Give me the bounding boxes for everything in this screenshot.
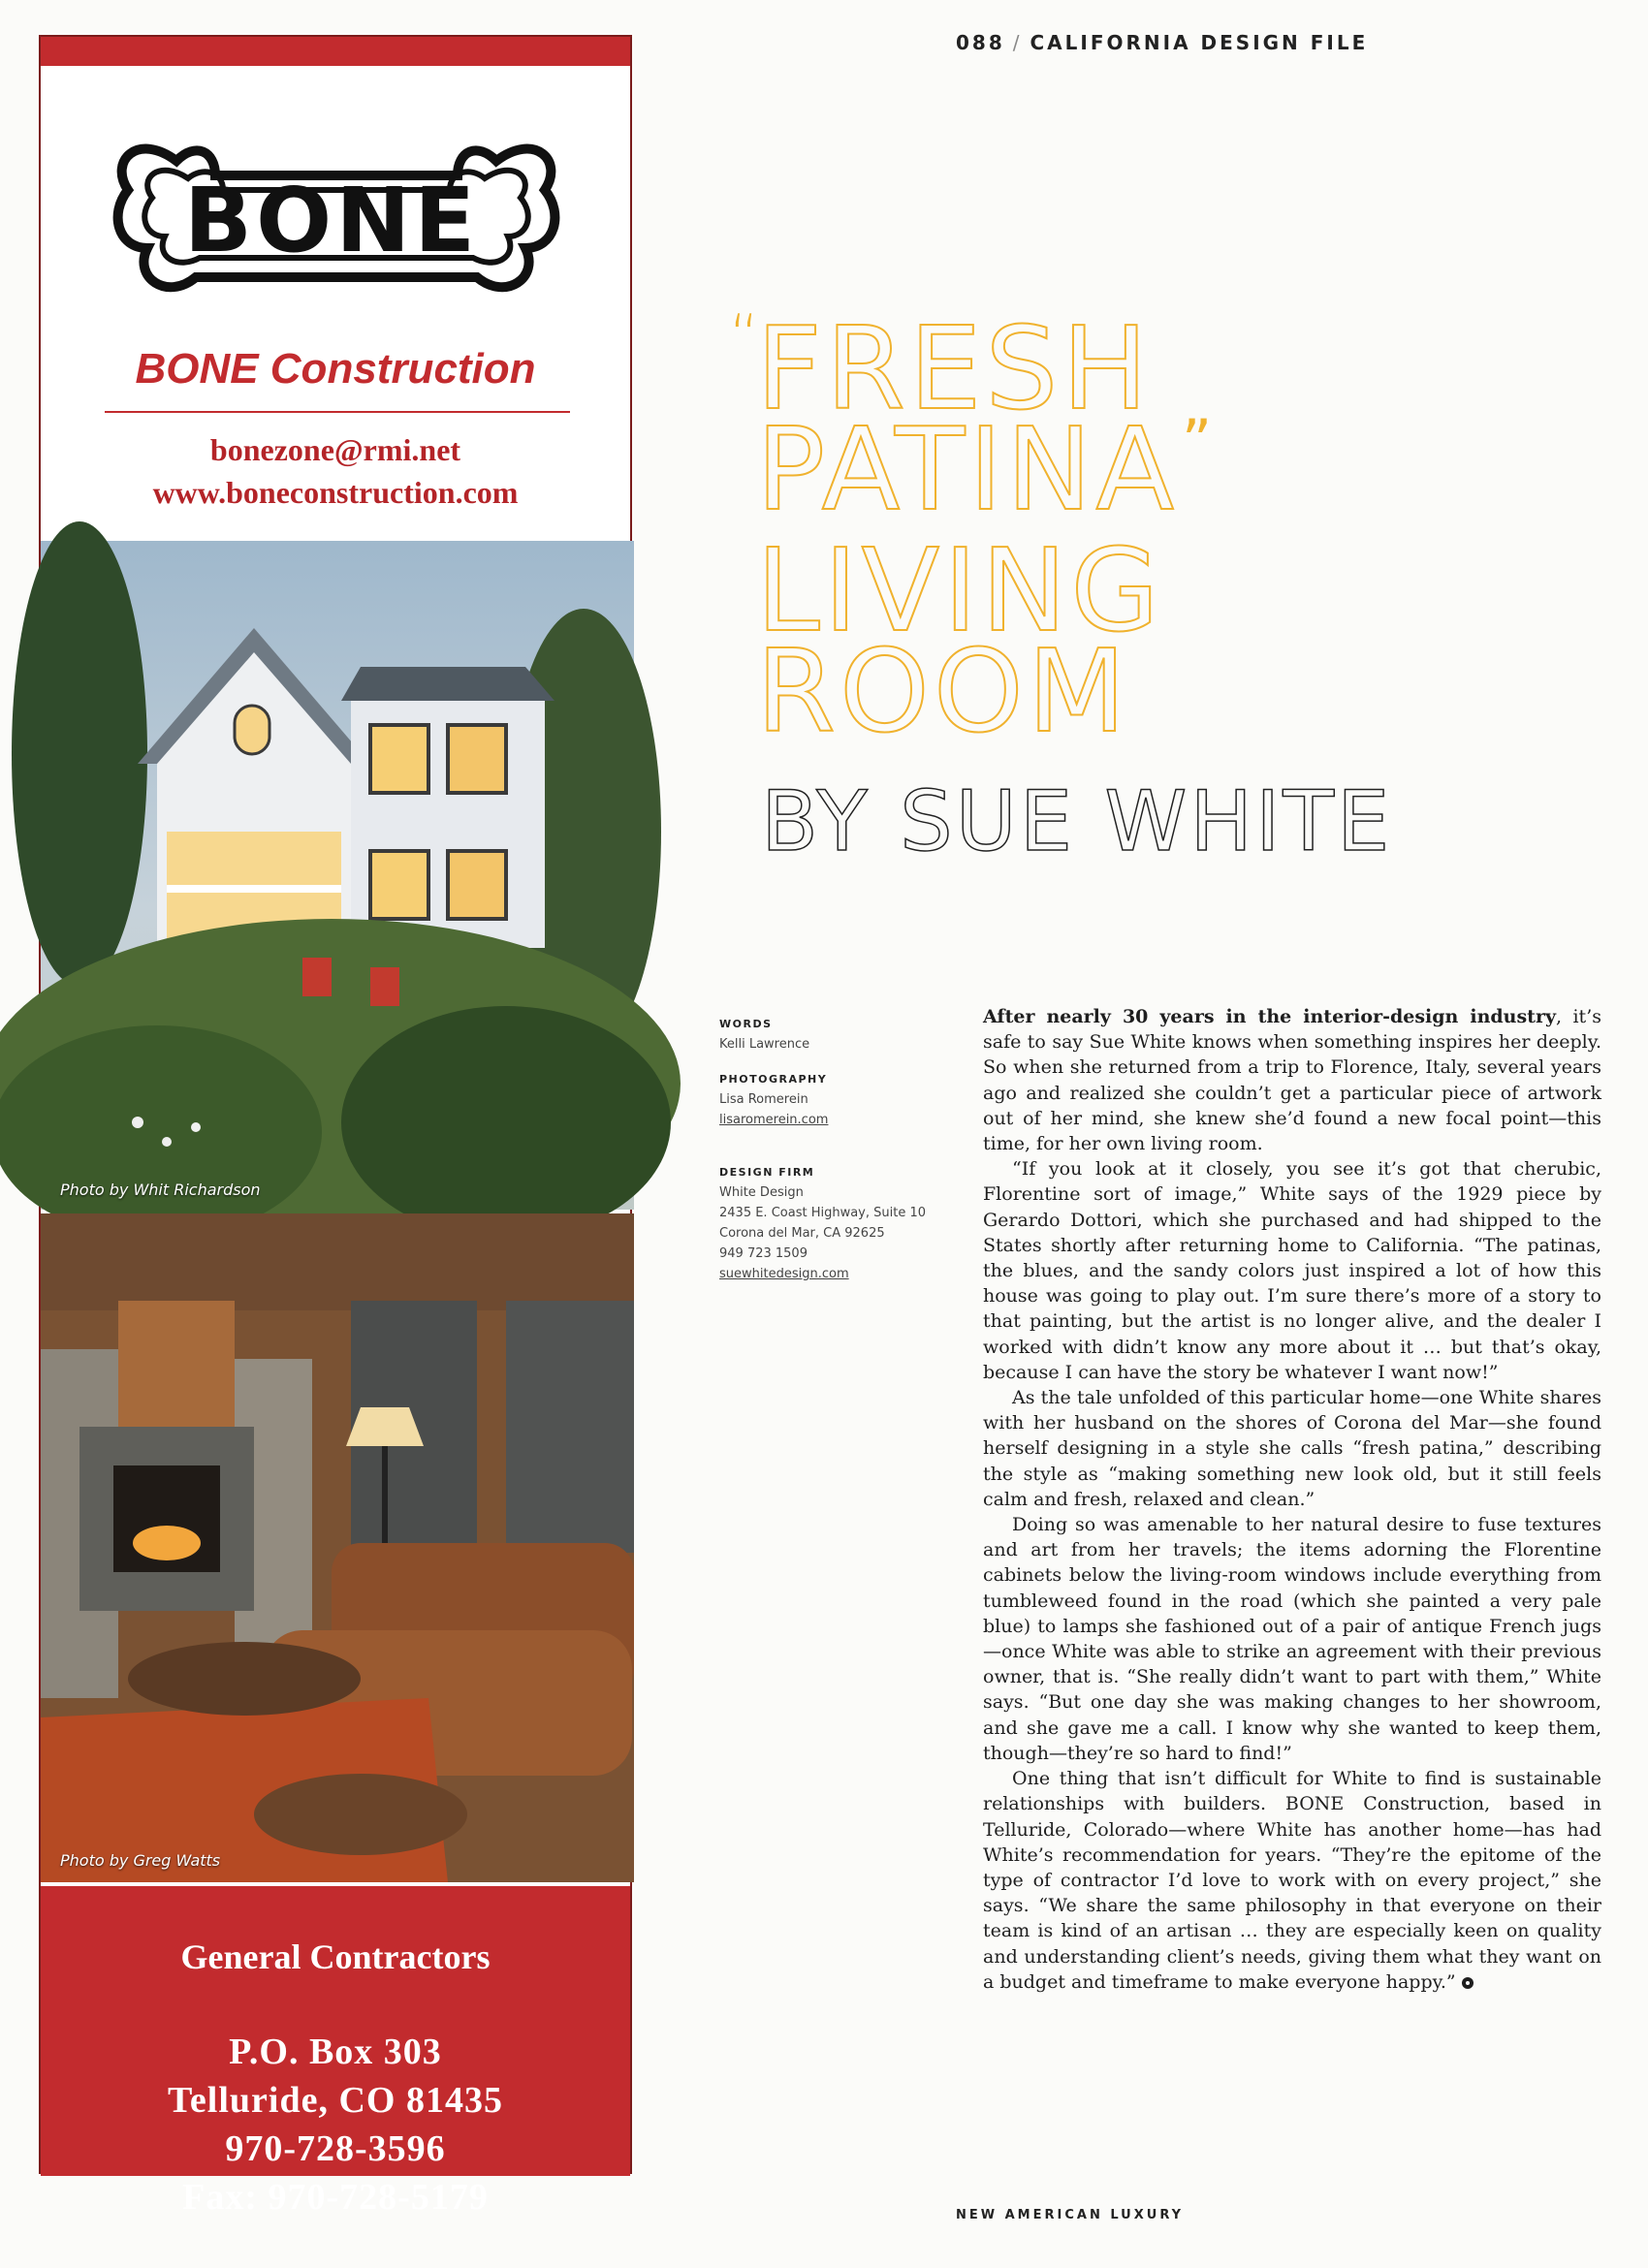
article-credits — [719, 1014, 952, 1284]
section-title: CALIFORNIA DESIGN FILE — [1030, 31, 1369, 54]
address-line: P.O. Box 303 — [229, 2032, 442, 2072]
firm-address: Corona del Mar, CA 92625 — [719, 1226, 885, 1241]
ad-website-link[interactable]: www.boneconstruction.com — [152, 475, 519, 510]
living-room-photo — [41, 1213, 630, 1882]
publication-footer: NEW AMERICAN LUXURY — [956, 2208, 1185, 2222]
photographer-name: Lisa Romerein — [719, 1092, 808, 1107]
title-line: LIVING — [756, 523, 1163, 657]
phone-line: 970-728-3596 — [225, 2128, 446, 2169]
divider — [105, 411, 570, 413]
title-line: ROOM — [756, 624, 1130, 758]
firm-name: White Design — [719, 1185, 804, 1200]
ad-top-band — [41, 37, 630, 66]
ad-tagline: General Contractors — [180, 1937, 491, 1976]
writer-name: Kelli Lawrence — [719, 1037, 810, 1052]
photo-credit: Photo by Greg Watts — [60, 1851, 221, 1870]
end-mark-icon — [1462, 1977, 1474, 1989]
fax-line: Fax: 970-728-5179 — [182, 2177, 489, 2218]
firm-link[interactable]: suewhitedesign.com — [719, 1267, 849, 1281]
open-quote-mark: “ — [729, 302, 764, 370]
article-body — [983, 1004, 1601, 1995]
house-illustration — [41, 541, 634, 1210]
address-line: Telluride, CO 81435 — [168, 2080, 503, 2121]
credit-label: DESIGN FIRM — [719, 1166, 815, 1179]
close-quote-mark: ” — [1182, 407, 1217, 475]
paragraph: Doing so was amenable to her natural desire to fuse textures and art from her travels; the items adorning the Florentine cabinets below the living-room windows include everything from tumbleweed found in the road (which she painted a very pale blue) to lamps she fashioned out of a pair of antique French jugs—once White was able to strike an agreement with their previous owner, that is. “She really didn’t want to part with them,” White says. “But one day she was making changes to her showroom, and she gave me a call. I know why she wanted to keep them, though—they’re so hard to find!” — [983, 1514, 1601, 1764]
credit-label: PHOTOGRAPHY — [719, 1073, 828, 1086]
title-line: PATINA” — [756, 402, 1217, 536]
photographer-link[interactable]: lisaromerein.com — [719, 1113, 829, 1127]
ad-contact-block — [41, 1886, 630, 2218]
firm-address: 2435 E. Coast Highway, Suite 10 — [719, 1206, 927, 1220]
byline: BY SUE WHITE — [761, 773, 1393, 870]
page-number: 088 — [956, 31, 1005, 54]
title-line: FRESH — [756, 301, 1153, 435]
lead-in: After nearly 30 years in the interior-design industry — [983, 1006, 1557, 1027]
credit-label: WORDS — [719, 1018, 773, 1030]
ad-logo-area — [41, 66, 630, 541]
article-title — [729, 301, 1493, 758]
house-exterior-photo — [41, 541, 630, 1210]
paragraph: “If you look at it closely, you see it’s got that cherubic, Florentine sort of image,” White says of the 1929 piece by Gerardo Dottori, which she purchased and had shipped to the States shortly after returning home to California. “The patinas, the blues, and the sandy colors just inspired a lot of how this house was going to play out. I’m sure there’s more of a story to that painting, but the artist is no longer alive, and the dealer I worked with didn’t know any more about it … but that’s okay, because I can have the story be whatever I want now!” — [983, 1158, 1601, 1383]
living-room-illustration — [41, 1213, 634, 1882]
photo-credit: Photo by Whit Richardson — [60, 1181, 261, 1199]
ad-address — [41, 2028, 630, 2221]
paragraph: One thing that isn’t difficult for White to find is sustainable relationships with builders. BONE Construction, based in Telluride, Colorado—where White has another home—has had White’s recommendation for years. “They’re the epitome of the type of contractor I’d love to work with on every project,” she says. “We share the same philosophy in that everyone on their team is kind of an artisan … they are especially keen on quality and understanding client’s needs, giving them what they want on a budget and timeframe to make everyone happy.” — [983, 1768, 1601, 1993]
paragraph: As the tale unfolded of this particular home—one White shares with her husband on the shores of Corona del Mar—she found herself designing in a style she calls “fresh patina,” describing the style as “making something new look old, but it still feels calm and fresh, relaxed and clean.” — [983, 1387, 1601, 1510]
lead-paragraph: After nearly 30 years in the interior-design industry, it’s safe to say Sue White knows when something inspires her deeply. So when she returned from a trip to Florence, Italy, several years ago and realized she couldn’t get a particular piece of artwork out of her mind, she knew she’d found a new focal point—this time, for her own living room. — [983, 1006, 1601, 1155]
logo-text: BONE — [183, 169, 480, 272]
ad-email-link[interactable]: bonezone@rmi.net — [209, 432, 461, 467]
advertisement — [39, 35, 632, 2218]
page-header: 088 / CALIFORNIA DESIGN FILE — [956, 31, 1369, 54]
firm-phone: 949 723 1509 — [719, 1246, 808, 1261]
company-name: BONE Construction — [135, 345, 536, 393]
